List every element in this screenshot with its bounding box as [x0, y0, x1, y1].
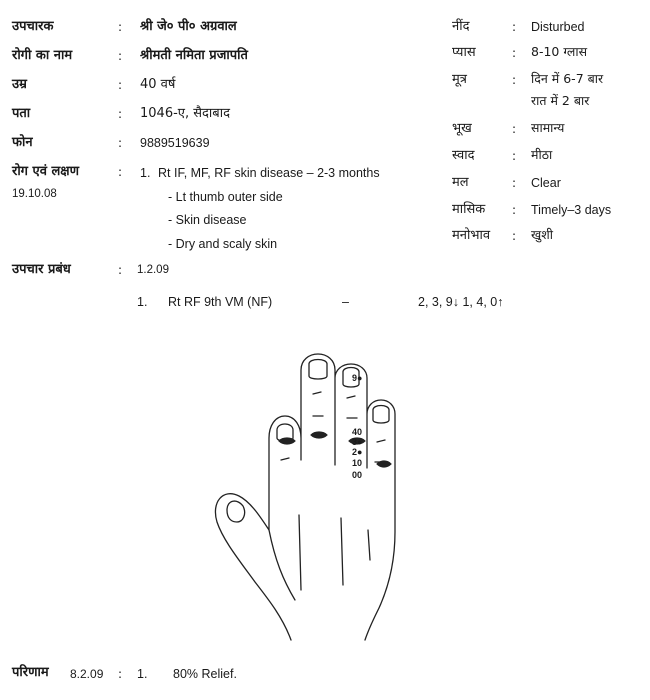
symptoms-label: रोग एवं लक्षण — [12, 164, 80, 179]
treatment-date: 1.2.09 — [137, 264, 169, 276]
symptom-detail: - Dry and scaly skin — [168, 237, 278, 251]
taste-label: स्वाद — [452, 148, 475, 163]
marker-2: 2● — [352, 447, 363, 457]
symptoms-main: Rt IF, MF, RF skin disease – 2-3 months — [158, 166, 380, 180]
sleep-label: नींद — [452, 19, 470, 34]
index-lesion-mark — [279, 438, 295, 444]
thumb-nail — [227, 501, 245, 522]
age-value: 40 वर्ष — [140, 77, 176, 92]
urine-label: मूत्र — [452, 72, 467, 87]
symptom-detail: - Skin disease — [168, 213, 247, 227]
middle-nail — [309, 360, 327, 380]
little-nail — [373, 406, 389, 424]
taste-value: मीठा — [531, 147, 553, 162]
hunger-value: सामान्य — [531, 120, 565, 135]
menses-value: Timely–3 days — [531, 203, 612, 217]
little-lesion-mark — [377, 461, 391, 467]
address-label: पता — [12, 106, 31, 121]
treatment-dash: – — [342, 295, 349, 309]
colon: : — [512, 176, 517, 190]
hunger-label: भूख — [452, 121, 472, 136]
urine-day-value: दिन में 6-7 बार — [531, 71, 604, 86]
sleep-value: Disturbed — [531, 20, 585, 34]
hand-illustration — [205, 350, 430, 645]
treatment-values: 2, 3, 9↓ 1, 4, 0↑ — [418, 295, 504, 309]
colon: : — [512, 46, 517, 60]
result-date: 8.2.09 — [70, 667, 104, 681]
ring-tip-marker: 9● — [352, 373, 363, 383]
stool-value: Clear — [531, 176, 561, 190]
hand-outline — [215, 354, 395, 640]
marker-3: 3● — [352, 437, 363, 447]
thirst-value: 8-10 ग्लास — [531, 44, 588, 59]
colon: : — [118, 49, 123, 63]
colon: : — [118, 165, 123, 179]
phone-label: फोन — [12, 135, 33, 150]
symptom-detail: - Lt thumb outer side — [168, 190, 283, 204]
result-text: 80% Relief. — [173, 667, 237, 681]
stool-label: मल — [452, 175, 469, 190]
colon: : — [118, 78, 123, 92]
colon: : — [118, 107, 123, 121]
symptoms-date: 19.10.08 — [12, 188, 57, 200]
middle-lesion-mark — [311, 432, 327, 438]
colon: : — [512, 122, 517, 136]
marker-40: 40 — [352, 427, 363, 437]
address-value: 1046-ए, सैदाबाद — [140, 106, 230, 121]
colon: : — [512, 149, 517, 163]
urine-night-value: रात में 2 बार — [531, 93, 590, 108]
patient-name-label: रोगी का नाम — [12, 48, 73, 63]
therapist-label: उपचारक — [12, 19, 54, 34]
colon: : — [118, 136, 123, 150]
mood-value: खुशी — [531, 227, 553, 242]
treatment-point: Rt RF 9th VM (NF) — [168, 295, 273, 309]
treatment-number: 1. — [137, 295, 148, 309]
colon: : — [118, 20, 123, 34]
age-label: उम्र — [12, 77, 27, 92]
thirst-label: प्यास — [452, 45, 476, 60]
result-number: 1. — [137, 667, 148, 681]
colon: : — [512, 203, 517, 217]
marker-00: 00 — [352, 470, 363, 480]
marker-10: 10 — [352, 458, 363, 468]
result-label: परिणाम — [12, 665, 49, 680]
colon: : — [512, 73, 517, 87]
therapist-value: श्री जे० पी० अग्रवाल — [140, 19, 237, 34]
colon: : — [118, 263, 123, 277]
symptoms-number: 1. — [140, 166, 151, 180]
treatment-label: उपचार प्रबंध — [12, 262, 71, 277]
colon: : — [512, 20, 517, 34]
phone-value: 9889519639 — [140, 136, 210, 150]
colon: : — [512, 229, 517, 243]
menses-label: मासिक — [452, 202, 486, 217]
patient-name-value: श्रीमती नमिता प्रजापति — [140, 48, 248, 63]
colon: : — [118, 667, 123, 681]
mood-label: मनोभाव — [452, 228, 491, 243]
